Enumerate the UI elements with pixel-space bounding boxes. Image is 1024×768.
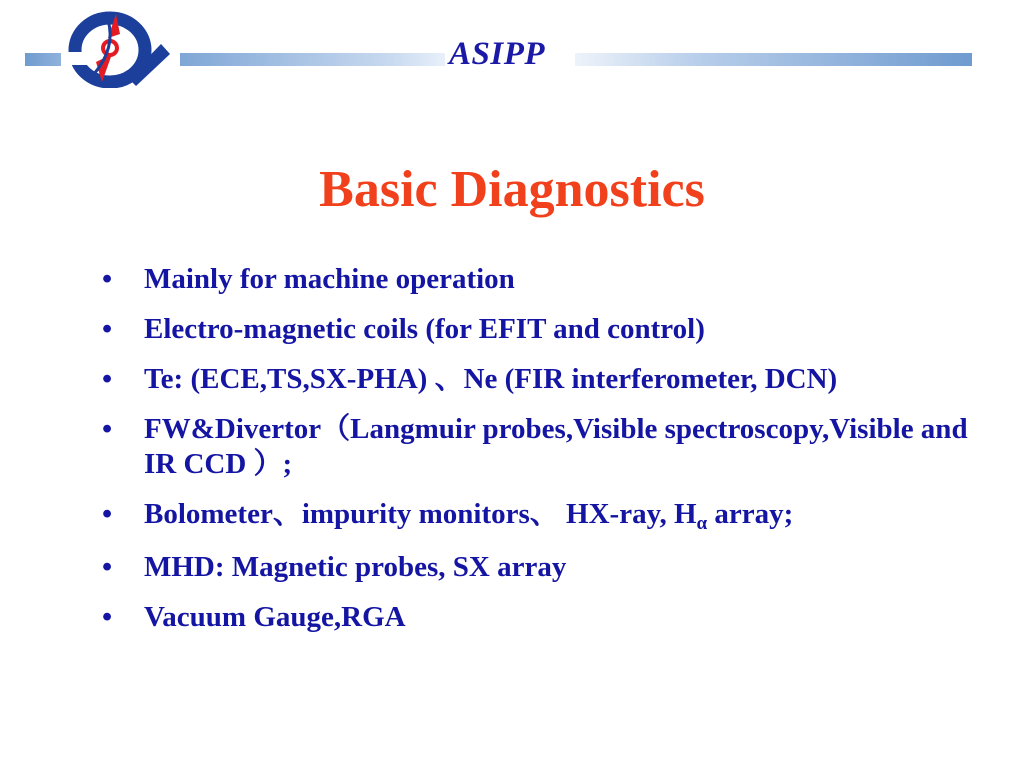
bullet-text-before: Bolometer、impurity monitors、 HX-ray, H: [144, 498, 697, 530]
asipp-logo: [66, 8, 174, 88]
bullet-marker: •: [102, 313, 113, 345]
bullet-item: [100, 362, 980, 397]
bullet-item: [100, 262, 980, 297]
header-bar-left: [25, 53, 61, 66]
slide-title: Basic Diagnostics: [319, 161, 705, 218]
brand-title: ASIPP: [449, 36, 546, 72]
bullet-text-after: array;: [707, 498, 794, 530]
bullet-text: Electro-magnetic coils (for EFIT and control): [144, 313, 705, 345]
bullet-marker: •: [102, 551, 113, 583]
bullet-item: [100, 312, 980, 347]
bullet-marker: •: [102, 601, 113, 633]
bullet-item: [100, 412, 980, 482]
bullet-item: [100, 550, 980, 585]
bullet-marker: •: [102, 498, 113, 530]
h-alpha-subscript: α: [696, 513, 708, 534]
bullet-item: [100, 600, 980, 635]
bullet-text: FW&Divertor（Langmuir probes,Visible spectroscopy,Visible and IR CCD ）;: [144, 413, 968, 480]
bullet-text: Mainly for machine operation: [144, 263, 515, 295]
bullet-marker: •: [102, 263, 113, 295]
bullet-marker: •: [102, 413, 113, 445]
bullet-list: [100, 262, 980, 650]
bullet-text: Te: (ECE,TS,SX-PHA) 、Ne (FIR interferometer, DCN): [144, 363, 838, 395]
bullet-text: [144, 498, 794, 534]
bullet-item: [100, 497, 980, 535]
bullet-text: Vacuum Gauge,RGA: [144, 601, 406, 633]
bullet-text: MHD: Magnetic probes, SX array: [144, 551, 567, 583]
header-bar-right: [575, 53, 972, 66]
bullet-marker: •: [102, 363, 113, 395]
header-bar-middle: [180, 53, 445, 66]
